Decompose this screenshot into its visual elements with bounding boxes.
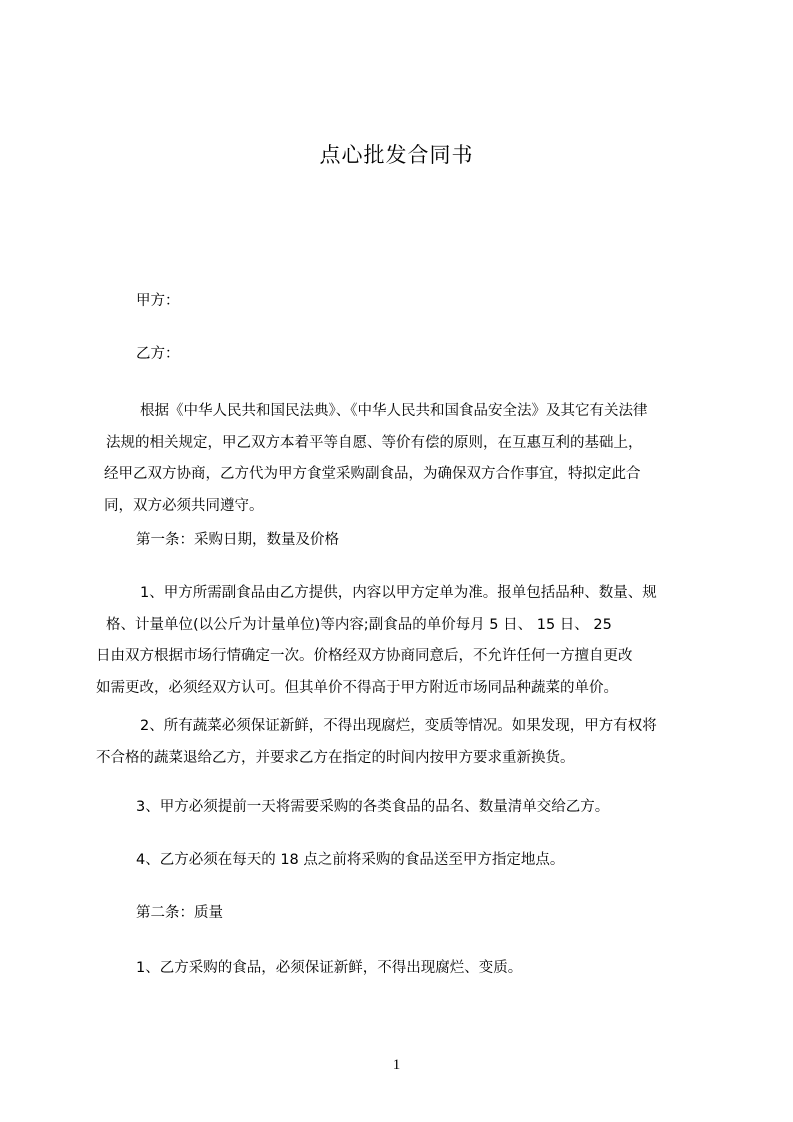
page-number: 1 — [392, 1057, 401, 1073]
article-1-heading: 第一条：采购日期，数量及价格 — [136, 532, 339, 548]
article-1-item-1-line: 格、计量单位(以公斤为计量单位)等内容;副食品的单价每月 5 日、 15 日、 25 — [106, 616, 612, 633]
article-1-item-2-line: 不合格的蔬菜退给乙方，并要求乙方在指定的时间内按甲方要求重新换货。 — [96, 749, 575, 766]
article-1-item-2 — [96, 711, 716, 774]
party-a-label: 甲方： — [136, 293, 180, 309]
article-2-heading: 第二条：质量 — [136, 905, 223, 921]
preamble-line: 同，双方必须共同遵守。 — [104, 497, 264, 514]
preamble-paragraph — [96, 396, 716, 522]
article-1-item-4: 4、乙方必须在每天的 18 点之前将采购的食品送至甲方指定地点。 — [136, 852, 565, 868]
article-1-item-3: 3、甲方必须提前一天将需要采购的各类食品的品名、数量清单交给乙方。 — [136, 799, 610, 815]
preamble-line: 经甲乙双方协商，乙方代为甲方食堂采购副食品，为确保双方合作事宜，特拟定此合 — [104, 466, 641, 482]
article-1-item-1-line: 如需更改，必须经双方认可。但其单价不得高于甲方附近市场同品种蔬菜的单价。 — [96, 679, 618, 696]
document-title: 点心批发合同书 — [319, 143, 474, 167]
article-2-item-1: 1、乙方采购的食品，必须保证新鲜，不得出现腐烂、变质。 — [136, 960, 523, 976]
article-1-item-1-line: 1、甲方所需副食品由乙方提供，内容以甲方定单为准。报单包括品种、数量、规 — [140, 585, 657, 601]
article-1-item-1 — [96, 578, 716, 704]
article-1-item-2-line: 2、所有蔬菜必须保证新鲜，不得出现腐烂，变质等情况。如果发现，甲方有权将 — [140, 718, 657, 734]
article-1-item-1-line: 日由双方根据市场行情确定一次。价格经双方协商同意后，不允许任何一方擅自更改 — [96, 648, 633, 664]
party-b-label: 乙方： — [136, 346, 180, 362]
preamble-line: 法规的相关规定，甲乙双方本着平等自愿、等价有偿的原则，在互惠互利的基础上， — [106, 434, 643, 451]
preamble-line: 根据《中华人民共和国民法典》、《中华人民共和国食品安全法》及其它有关法律 — [140, 403, 648, 419]
